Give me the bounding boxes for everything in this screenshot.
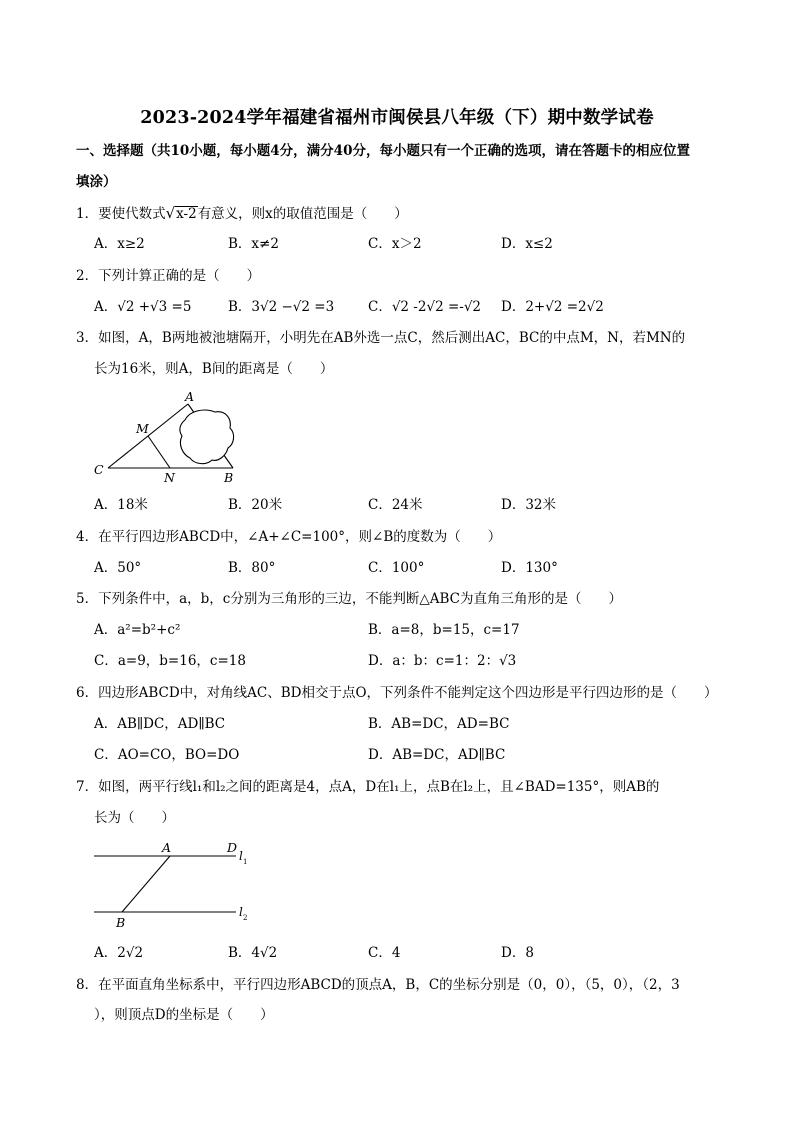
label-a: A — [185, 389, 195, 404]
label-l1: l — [239, 849, 243, 863]
question-stem: 下列计算正确的是（ ） — [98, 268, 261, 284]
option-a: A．√2 +√3 =5 — [94, 299, 192, 315]
page-title: 2023-2024学年福建省福州市闽侯县八年级（下）期中数学试卷 — [140, 108, 654, 128]
label-m: M — [136, 421, 149, 436]
question-stem: 下列条件中，a，b，c分别为三角形的三边，不能判断△ABC为直角三角形的是（ ） — [98, 591, 622, 607]
segment-ab — [122, 856, 170, 912]
question-stem-pre: 要使代数式 — [98, 206, 166, 222]
sqrt-icon: √ — [165, 204, 176, 222]
segment-mn — [148, 436, 170, 468]
label-l2: l — [239, 905, 243, 919]
question-number: 6． — [76, 685, 99, 701]
question-7 — [76, 777, 659, 797]
question-8-cont: ），则顶点D的坐标是（ ） — [94, 1007, 274, 1023]
option-b: B．3√2 −√2 =3 — [228, 299, 335, 315]
question-5 — [76, 589, 622, 609]
option-d: D．a：b：c=1：2：√3 — [368, 653, 517, 669]
option-c: C．a=9，b=16，c=18 — [94, 653, 246, 669]
label-b: B — [224, 470, 234, 485]
question-1 — [76, 203, 408, 224]
question-2 — [76, 266, 260, 286]
pond-figure — [90, 388, 250, 488]
option-a: A．50° — [94, 560, 142, 576]
option-d: D．8 — [501, 945, 534, 961]
label-a: A — [162, 840, 172, 855]
label-d: D — [227, 840, 238, 855]
option-d: D．2+√2 =2√2 — [501, 299, 604, 315]
option-c: C．AO=CO，BO=DO — [94, 747, 240, 763]
option-c: C．√2 -2√2 =-√2 — [368, 299, 482, 315]
option-c: C．24米 — [368, 497, 423, 513]
question-number: 3． — [76, 330, 99, 346]
radicand: x-2 — [176, 206, 197, 222]
option-b: B．4√2 — [228, 945, 278, 961]
option-a: A．AB∥DC，AD∥BC — [94, 716, 226, 732]
question-number: 2． — [76, 268, 99, 284]
label-b: B — [116, 915, 126, 930]
label-l1-sub: 1 — [243, 858, 248, 866]
question-8 — [76, 975, 680, 995]
option-d: D．130° — [501, 560, 558, 576]
option-a: A．a²=b²+c² — [94, 622, 181, 638]
question-stem-post: 有意义，则x的取值范围是（ ） — [197, 206, 408, 222]
section-heading-cont: 填涂） — [76, 174, 117, 190]
option-a: A．18米 — [94, 497, 148, 513]
option-b: B．AB=DC，AD=BC — [368, 716, 510, 732]
option-c: C．4 — [368, 945, 401, 961]
question-number: 4． — [76, 529, 99, 545]
question-3 — [76, 328, 685, 348]
question-6 — [76, 683, 718, 703]
question-number: 1． — [76, 206, 99, 222]
option-d: D．AB=DC，AD∥BC — [368, 747, 506, 763]
option-b: B．80° — [228, 560, 276, 576]
option-a: A．2√2 — [94, 945, 144, 961]
option-d: D．x≤2 — [501, 236, 553, 252]
section-heading: 一、选择题（共10小题，每小题4分，满分40分，每小题只有一个正确的选项，请在答题卡的相应位置 — [76, 143, 690, 159]
pond-shape — [180, 410, 234, 464]
question-stem: 如图，A，B两地被池塘隔开，小明先在AB外选一点C，然后测出AC，BC的中点M，N，若MN的 — [98, 330, 686, 346]
question-number: 8． — [76, 977, 99, 993]
label-n: N — [164, 470, 175, 485]
question-3-cont: 长为16米，则A，B间的距离是（ ） — [94, 361, 334, 377]
question-stem: 在平行四边形ABCD中，∠A+∠C=100°，则∠B的度数为（ ） — [98, 529, 502, 545]
label-c: C — [94, 462, 104, 477]
question-stem: 在平面直角坐标系中，平行四边形ABCD的顶点A，B，C的坐标分别是（0，0），（5，0），（2，3 — [98, 977, 680, 993]
option-b: B．20米 — [228, 497, 283, 513]
question-number: 5． — [76, 591, 99, 607]
option-d: D．32米 — [501, 497, 557, 513]
option-b: B．x≠2 — [228, 236, 279, 252]
question-stem: 如图，两平行线l₁和l₂之间的距离是4，点A，D在l₁上，点B在l₂上，且∠BAD=135°，则AB的 — [98, 779, 660, 795]
label-l2-sub: 2 — [243, 914, 248, 922]
option-c: C．x＞2 — [368, 236, 422, 252]
question-4 — [76, 527, 501, 547]
option-c: C．100° — [368, 560, 425, 576]
question-number: 7． — [76, 779, 99, 795]
question-7-cont: 长为（ ） — [94, 810, 175, 826]
parallel-lines-figure — [90, 838, 260, 933]
option-a: A．x≥2 — [94, 236, 145, 252]
option-b: B．a=8，b=15，c=17 — [368, 622, 520, 638]
question-stem: 四边形ABCD中，对角线AC、BD相交于点O，下列条件不能判定这个四边形是平行四边形的是（ ） — [98, 685, 718, 701]
